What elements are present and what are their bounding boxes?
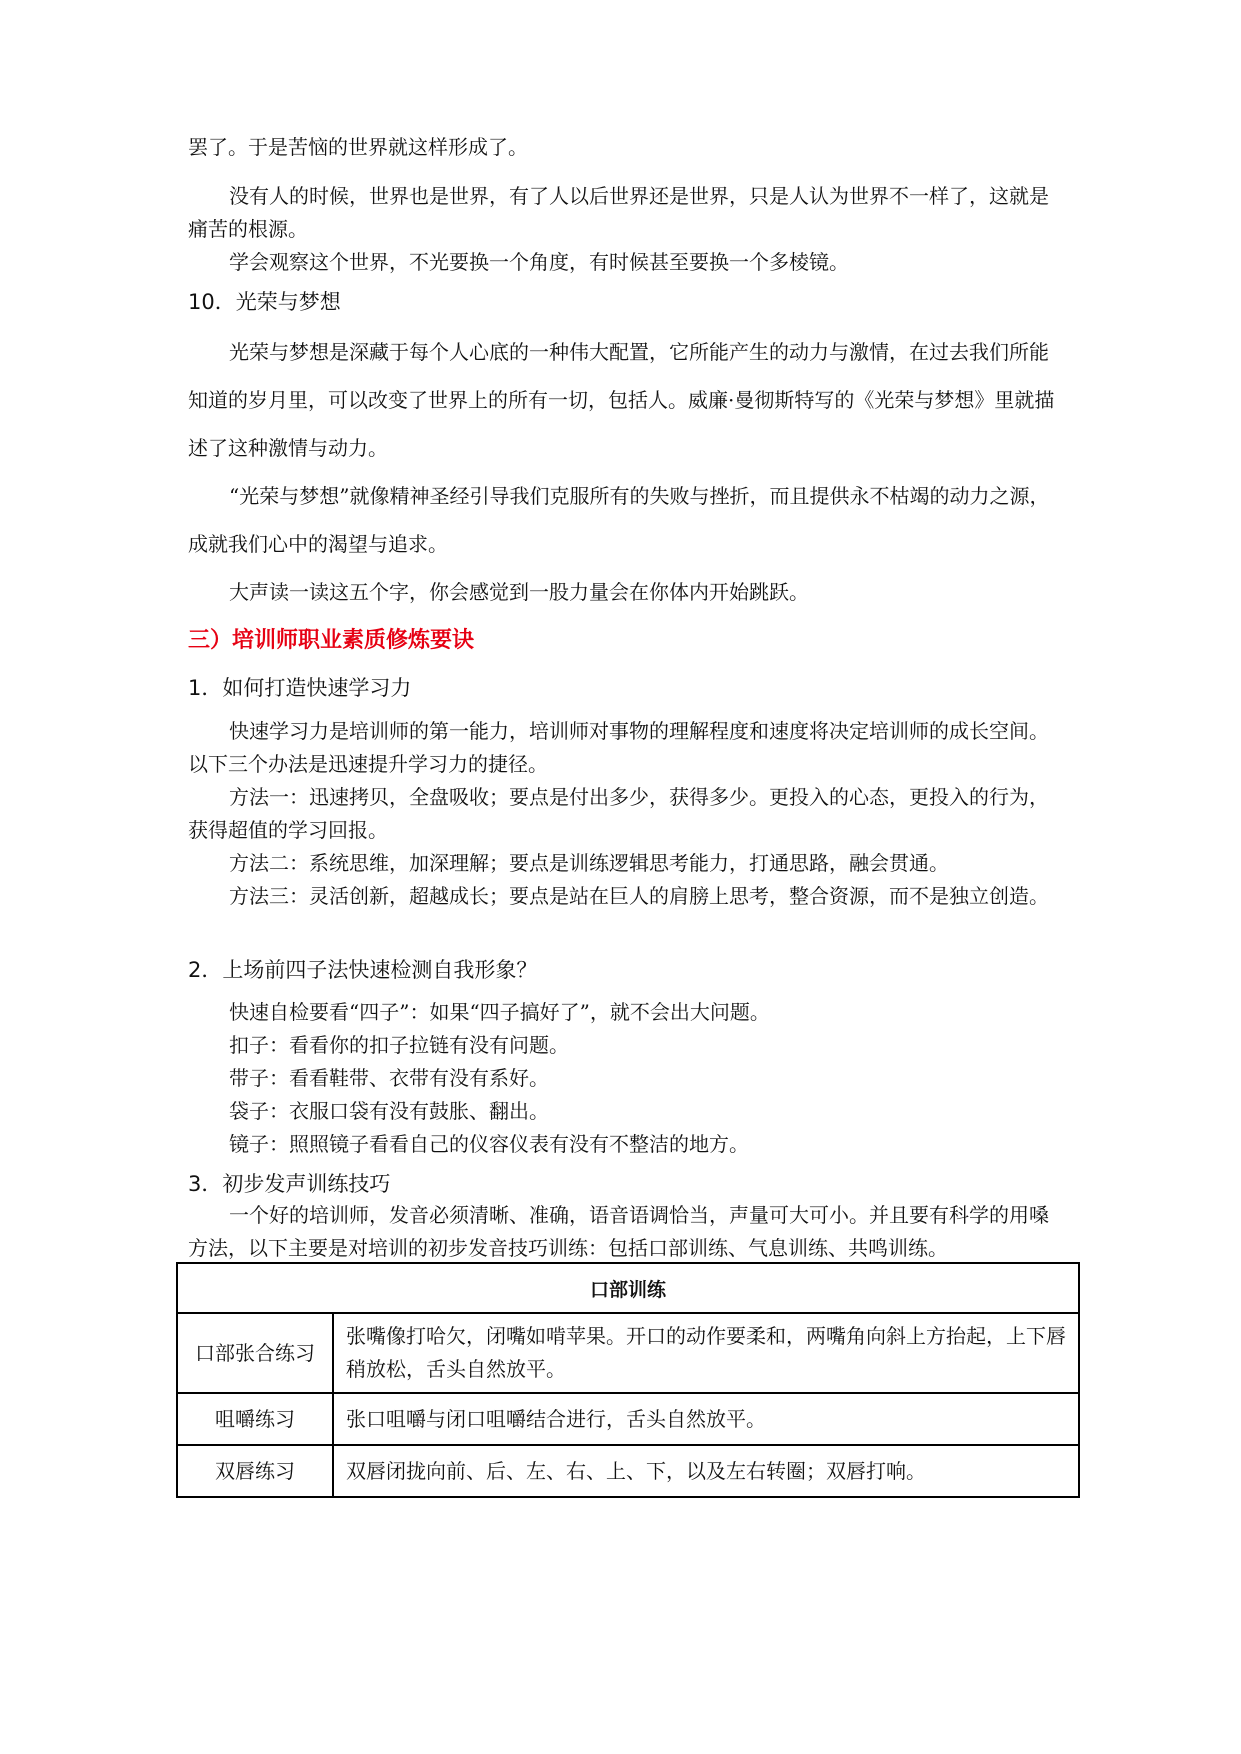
paragraph: 快速自检要看“四子”：如果“四子搞好了”，就不会出大问题。 (229, 1000, 770, 1024)
table-cell-desc: 张口咀嚼与闭口咀嚼结合进行，舌头自然放平。 (333, 1393, 1079, 1445)
table-cell-desc: 张嘴像打哈欠，闭嘴如啃苹果。开口的动作要柔和，两嘴角向斜上方抬起，上下唇稍放松，舌头自然放平。 (333, 1313, 1079, 1393)
paragraph: 光荣与梦想是深藏于每个人心底的一种伟大配置，它所能产生的动力与激情，在过去我们所能知道的岁月里，可以改变了世界上的所有一切，包括人。威廉·曼彻斯特写的《光荣与梦想》里就描述了这种激情与动力。 (188, 340, 1055, 460)
table-cell-name: 口部张合练习 (177, 1313, 333, 1393)
paragraph: 方法三：灵活创新，超越成长；要点是站在巨人的肩膀上思考，整合资源，而不是独立创造。 (229, 884, 1049, 908)
paragraph: 没有人的时候，世界也是世界，有了人以后世界还是世界，只是人认为世界不一样了，这就是痛苦的根源。 (188, 184, 1049, 241)
paragraph: 带子：看看鞋带、衣带有没有系好。 (229, 1066, 549, 1090)
paragraph: 快速学习力是培训师的第一能力，培训师对事物的理解程度和速度将决定培训师的成长空间。以下三个办法是迅速提升学习力的捷径。 (188, 719, 1049, 776)
table-row (177, 1445, 1079, 1497)
paragraph: “光荣与梦想”就像精神圣经引导我们克服所有的失败与挫折，而且提供永不枯竭的动力之源，成就我们心中的渴望与追求。 (188, 484, 1050, 556)
table-row (177, 1393, 1079, 1445)
paragraph: 扣子：看看你的扣子拉链有没有问题。 (229, 1033, 569, 1057)
section-heading: 3．初步发声训练技巧 (188, 1172, 391, 1196)
chapter-heading: 三）培训师职业素质修炼要诀 (188, 628, 475, 653)
paragraph: 袋子：衣服口袋有没有鼓胀、翻出。 (229, 1099, 549, 1123)
section-heading: 10．光荣与梦想 (188, 290, 341, 314)
table-cell-name: 双唇练习 (177, 1445, 333, 1497)
paragraph: 罢了。于是苦恼的世界就这样形成了。 (188, 135, 528, 159)
paragraph: 方法二：系统思维，加深理解；要点是训练逻辑思考能力，打通思路，融会贯通。 (229, 851, 949, 875)
paragraph: 学会观察这个世界，不光要换一个角度，有时候甚至要换一个多棱镜。 (229, 250, 849, 274)
table-row (177, 1313, 1079, 1393)
table-cell-name: 咀嚼练习 (177, 1393, 333, 1445)
paragraph: 方法一：迅速拷贝，全盘吸收；要点是付出多少，获得多少。更投入的心态，更投入的行为，获得超值的学习回报。 (188, 785, 1049, 842)
table-header-row (177, 1263, 1079, 1313)
paragraph: 大声读一读这五个字，你会感觉到一股力量会在你体内开始跳跃。 (229, 580, 809, 604)
table-cell-desc: 双唇闭拢向前、后、左、右、上、下，以及左右转圈；双唇打响。 (333, 1445, 1079, 1497)
paragraph: 一个好的培训师，发音必须清晰、准确，语音语调恰当，声量可大可小。并且要有科学的用嗓方法，以下主要是对培训的初步发音技巧训练：包括口部训练、气息训练、共鸣训练。 (188, 1203, 1049, 1260)
section-heading: 2．上场前四子法快速检测自我形象？ (188, 958, 538, 982)
section-heading: 1．如何打造快速学习力 (188, 676, 412, 700)
training-table (176, 1262, 1080, 1498)
table-title: 口部训练 (177, 1263, 1079, 1313)
paragraph: 镜子：照照镜子看看自己的仪容仪表有没有不整洁的地方。 (229, 1132, 749, 1156)
